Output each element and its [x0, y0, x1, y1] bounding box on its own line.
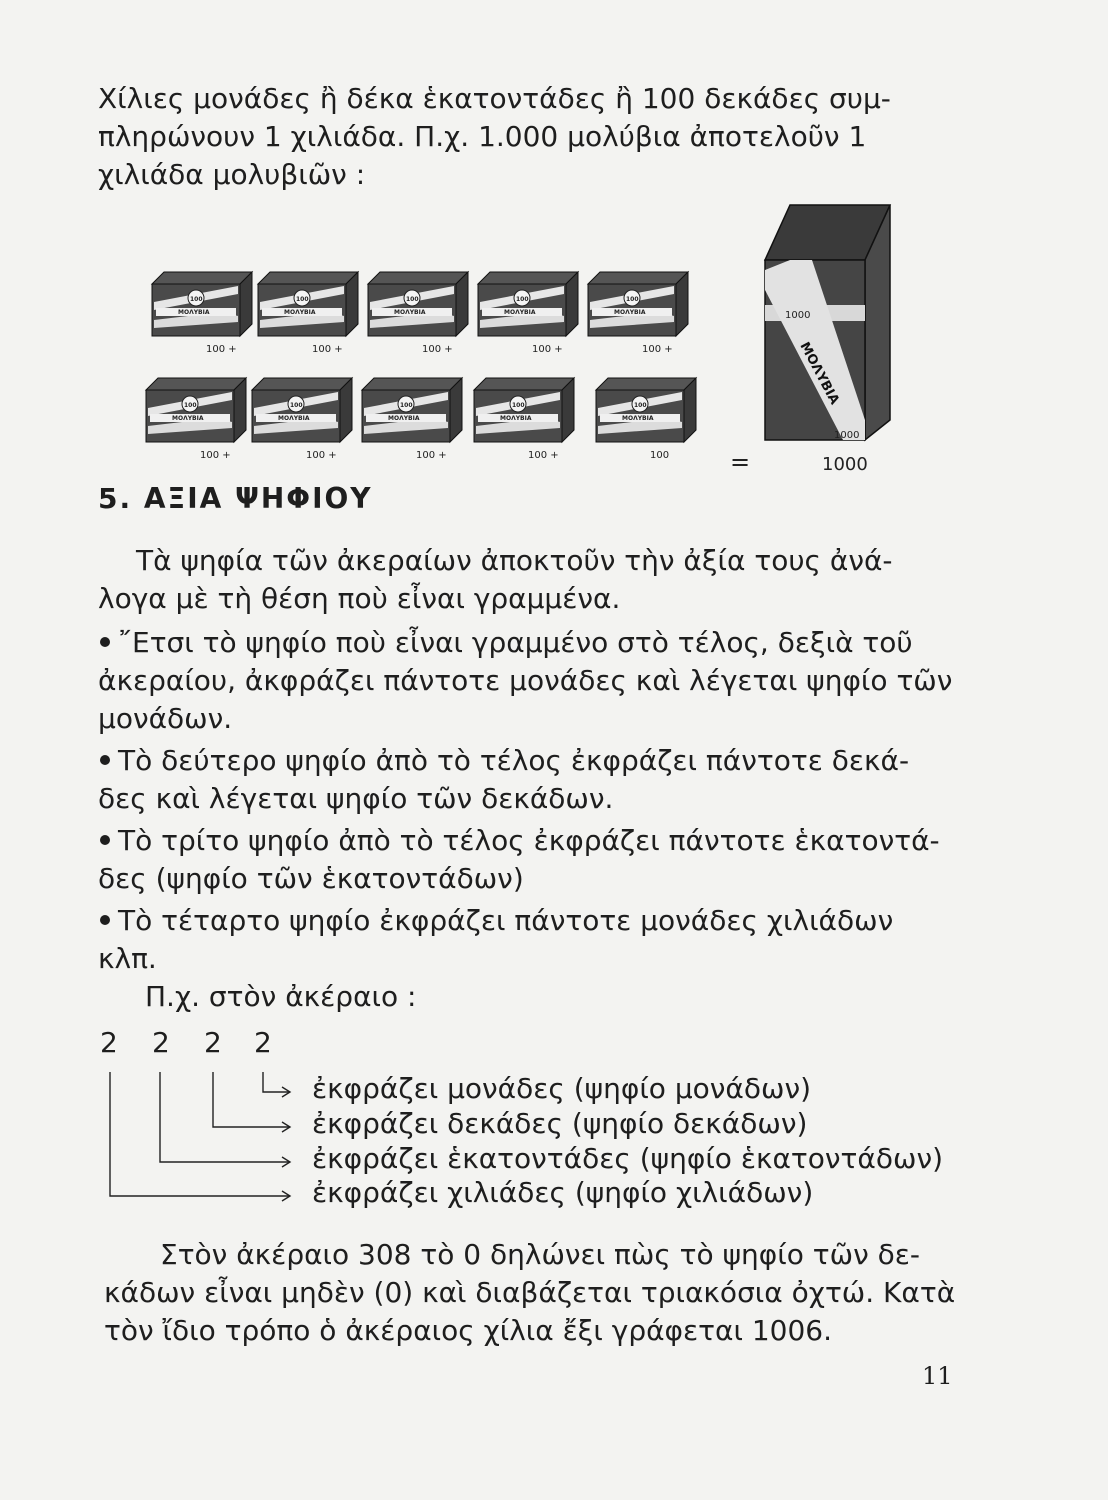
tens-label: ἐκφράζει δεκάδες (ψηφίο δεκάδων) [312, 1107, 808, 1140]
text-line: Στὸν ἀκέραιο 308 τὸ 0 δηλώνει πὼς τὸ ψηφίο τῶν δε- [160, 1238, 920, 1271]
box-count-label: 100 + [422, 344, 453, 355]
value-paragraph [98, 542, 956, 618]
box-label: ΜΟΛΥΒΙΑ [614, 309, 646, 316]
box-count-label: 100 + [306, 450, 337, 461]
pencil-box [478, 272, 578, 355]
box-count-label: 100 + [416, 450, 447, 461]
big-box-diagonal-label: ΜΟΛΥΒΙΑ [796, 339, 842, 408]
digit-thousands: 2 [100, 1026, 118, 1059]
text-line: Τὸ τρίτο ψηφίο ἀπὸ τὸ τέλος ἐκφράζει πάντοτε ἑκατοντά- [118, 824, 940, 857]
box-badge-text: 100 [406, 296, 419, 303]
bullet-icon [100, 915, 110, 925]
text-line: κάδων εἶναι μηδὲν (0) καὶ διαβάζεται τριακόσια ὀχτώ. Κατὰ [104, 1276, 956, 1309]
text-line: Τὸ δεύτερο ψηφίο ἀπὸ τὸ τέλος ἐκφράζει πάντοτε δεκά- [118, 744, 910, 777]
box-label: ΜΟΛΥΒΙΑ [178, 309, 210, 316]
box-count-label: 100 + [206, 344, 237, 355]
pencil-box [596, 378, 696, 461]
pencil-box [252, 378, 352, 461]
big-box-bottom-label: 1000 [834, 430, 860, 441]
hundreds-label: ἐκφράζει ἑκατοντάδες (ψηφίο ἑκατοντάδων) [312, 1142, 944, 1175]
text-line: δες καὶ λέγεται ψηφίο τῶν δεκάδων. [98, 782, 614, 815]
big-pencil-box [765, 205, 890, 441]
pencil-box [474, 378, 574, 461]
box-label: ΜΟΛΥΒΙΑ [172, 415, 204, 422]
digit-units: 2 [254, 1026, 272, 1059]
example-intro: Π.χ. στὸν ἀκέραιο : [145, 980, 417, 1013]
pencil-box-row-1 [152, 272, 688, 355]
bullet-2 [98, 742, 948, 818]
text-line: ἀκεραίου, ἀκφράζει πάντοτε μονάδες καὶ λέγεται ψηφίο τῶν [98, 664, 953, 697]
bullet-icon [100, 755, 110, 765]
box-badge-text: 100 [516, 296, 529, 303]
box-badge-text: 100 [626, 296, 639, 303]
text-line: Χίλιες μονάδες ἢ δέκα ἑκατοντάδες ἢ 100 δεκάδες συμ- [98, 82, 891, 115]
box-label: ΜΟΛΥΒΙΑ [622, 415, 654, 422]
pencil-box [152, 272, 252, 355]
box-label: ΜΟΛΥΒΙΑ [388, 415, 420, 422]
box-label: ΜΟΛΥΒΙΑ [394, 309, 426, 316]
text-line: Τὰ ψηφία τῶν ἀκεραίων ἀποκτοῦν τὴν ἀξία τους ἀνά- [136, 544, 893, 577]
page-number: 11 [922, 1362, 953, 1390]
big-box-top-label: 1000 [785, 310, 811, 321]
box-count-label: 100 [650, 450, 670, 461]
section-title: 5. ΑΞΙΑ ΨΗΦΙΟΥ [98, 482, 373, 515]
bullet-1 [98, 624, 953, 738]
box-badge-text: 100 [512, 402, 525, 409]
equals-sign: = [730, 448, 751, 476]
box-badge-text: 100 [184, 402, 197, 409]
units-label: ἐκφράζει μονάδες (ψηφίο μονάδων) [312, 1072, 812, 1105]
box-label: ΜΟΛΥΒΙΑ [284, 309, 316, 316]
box-count-label: 100 + [528, 450, 559, 461]
box-count-label: 100 + [642, 344, 673, 355]
pencil-box [368, 272, 468, 355]
box-badge-text: 100 [190, 296, 203, 303]
bullet-icon [100, 637, 110, 647]
pencil-box [362, 378, 462, 461]
pencil-box [258, 272, 358, 355]
text-line: Τὸ τέταρτο ψηφίο ἐκφράζει πάντοτε μονάδες χιλιάδων [118, 904, 894, 937]
box-badge-text: 100 [634, 402, 647, 409]
text-line: τὸν ἴδιο τρόπο ὁ ἀκέραιος χίλια ἔξι γράφεται 1006. [104, 1314, 833, 1347]
total-label: 1000 [822, 454, 868, 475]
digit-tens: 2 [204, 1026, 222, 1059]
digit-tree-connectors [110, 1072, 290, 1201]
thousands-label: ἐκφράζει χιλιάδες (ψηφίο χιλιάδων) [312, 1176, 814, 1209]
box-label: ΜΟΛΥΒΙΑ [278, 415, 310, 422]
text-line: λογα μὲ τὴ θέση ποὺ εἶναι γραμμένα. [98, 582, 621, 615]
text-line: μονάδων. [98, 702, 233, 735]
box-count-label: 100 + [312, 344, 343, 355]
bullet-3 [98, 822, 948, 898]
text-line: δες (ψηφίο τῶν ἑκατοντάδων) [98, 862, 524, 895]
bullet-icon [100, 835, 110, 845]
text-line: ῎Ετσι τὸ ψηφίο ποὺ εἶναι γραμμένο στὸ τέλος, δεξιὰ τοῦ [118, 626, 913, 659]
pencil-box-row-2 [146, 378, 696, 461]
box-count-label: 100 + [200, 450, 231, 461]
box-badge-text: 100 [296, 296, 309, 303]
box-count-label: 100 + [532, 344, 563, 355]
box-label: ΜΟΛΥΒΙΑ [500, 415, 532, 422]
text-line: χιλιάδα μολυβιῶν : [98, 158, 366, 191]
bullet-4 [98, 902, 948, 978]
box-label: ΜΟΛΥΒΙΑ [504, 309, 536, 316]
box-badge-text: 100 [400, 402, 413, 409]
text-line: πληρώνουν 1 χιλιάδα. Π.χ. 1.000 μολύβια ἀποτελοῦν 1 [98, 120, 867, 153]
text-line: κλπ. [98, 942, 157, 975]
box-badge-text: 100 [290, 402, 303, 409]
closing-paragraph [104, 1236, 954, 1350]
pencil-box [146, 378, 246, 461]
pencil-box [588, 272, 688, 355]
digit-hundreds: 2 [152, 1026, 170, 1059]
